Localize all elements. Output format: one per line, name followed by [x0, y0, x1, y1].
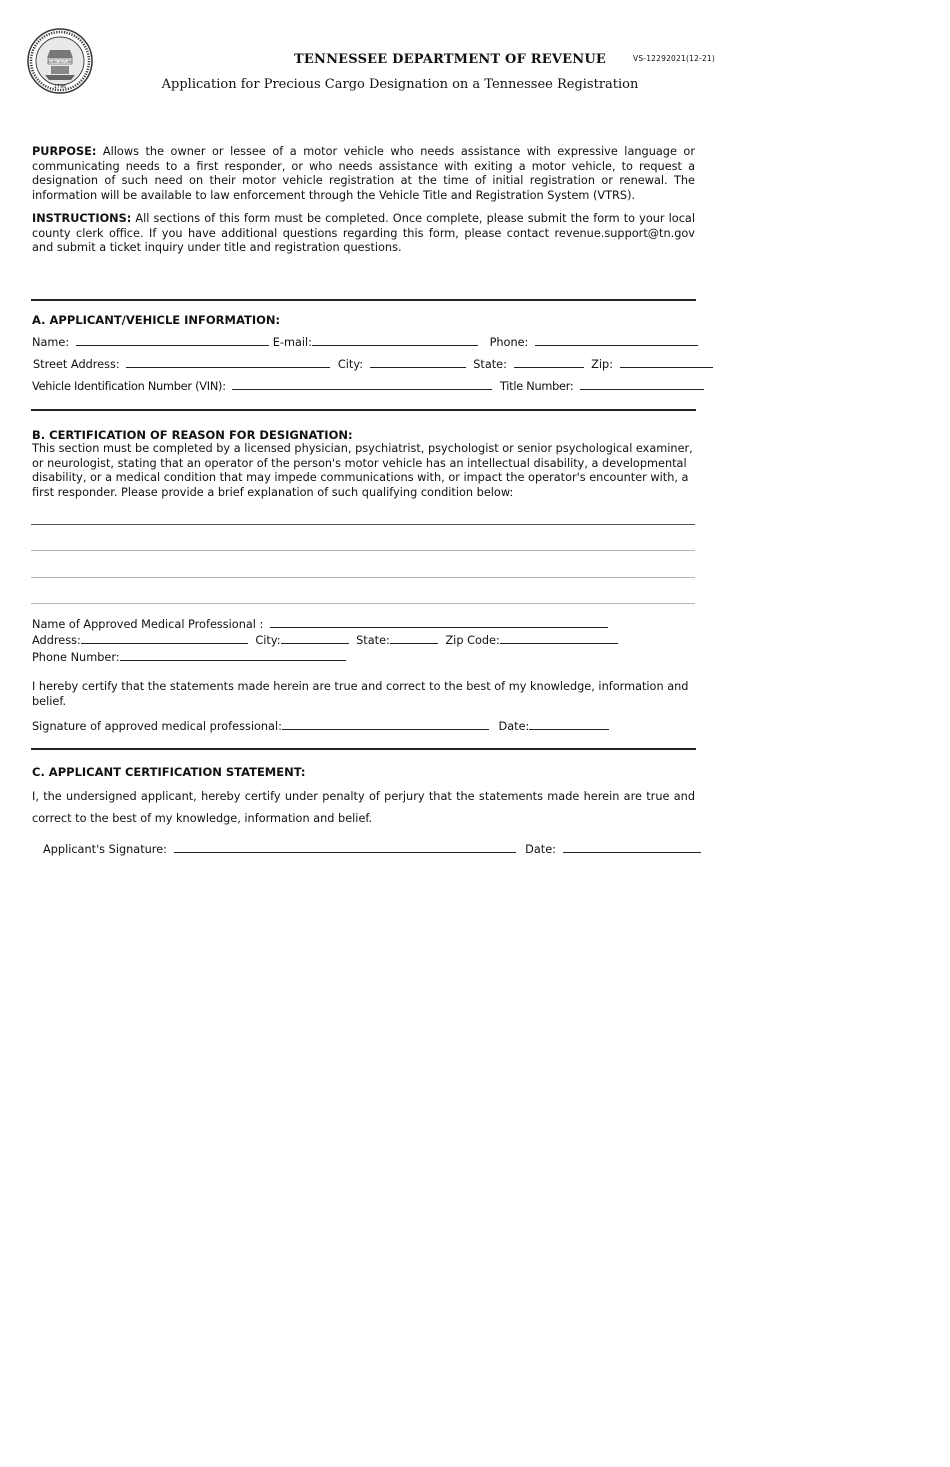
email-field[interactable] — [312, 334, 478, 346]
medical-phone-field[interactable] — [120, 649, 346, 661]
zip-label: Zip: — [591, 358, 613, 371]
medical-signature-label: Signature of approved medical professional: — [32, 720, 282, 733]
phone-label: Phone: — [489, 336, 529, 349]
vin-label: Vehicle Identification Number (VIN): — [32, 380, 226, 393]
medical-city-field[interactable] — [281, 632, 349, 644]
medical-professional-field[interactable] — [270, 616, 608, 628]
purpose-paragraph — [32, 145, 695, 203]
street-address-field[interactable] — [126, 356, 330, 368]
instructions-label: INSTRUCTIONS: — [32, 212, 132, 225]
form-title: Application for Precious Cargo Designation on a Tennessee Registration — [161, 77, 639, 92]
medical-professional-label: Name of Approved Medical Professional : — [32, 618, 264, 631]
explanation-line-1[interactable] — [31, 524, 695, 525]
applicant-signature-field[interactable] — [174, 841, 516, 853]
name-label: Name: — [32, 336, 70, 349]
section-c-top-rule — [31, 748, 696, 750]
medical-address-label: Address: — [32, 634, 81, 647]
section-b-description: This section must be completed by a licensed physician, psychiatrist, psychologist or senior psychological examiner, or neurologist, stating that an operator of the person's motor vehicle has an intellectual disability, a developmental disability, or a medical condition that may impede communications with, or impact the operator's encounter with, a first responder. Please provide a brief explanation of such qualifying condition below: — [32, 442, 693, 499]
section-c-statement: I, the undersigned applicant, hereby certify under penalty of perjury that the statements made herein are true and correct to the best of my knowledge, information and belief. — [32, 790, 695, 825]
explanation-line-4[interactable] — [31, 603, 695, 604]
purpose-text: Allows the owner or lessee of a motor vehicle who needs assistance with expressive language or communicating needs to a first responder, or who needs assistance with exiting a motor vehicle, to request a designation of such need on their motor vehicle registration at the time of initial registration or renewal. The information will be available to law enforcement through the Vehicle Title and Registration System (VTRS). — [32, 145, 695, 202]
seal-year-text: 1796 — [53, 84, 67, 90]
medical-date-label: Date: — [498, 720, 530, 733]
medical-city-label: City: — [255, 634, 281, 647]
phone-field[interactable] — [535, 334, 698, 346]
applicant-date-field[interactable] — [563, 841, 701, 853]
explanation-line-3[interactable] — [31, 577, 695, 578]
zip-field[interactable] — [620, 356, 713, 368]
state-label: State: — [473, 358, 507, 371]
city-label: City: — [337, 358, 364, 371]
seal-agriculture-text: AGRICULTURE — [47, 60, 73, 64]
applicant-signature-label: Applicant's Signature: — [43, 843, 167, 856]
applicant-row-1 — [32, 334, 702, 350]
applicant-row-2 — [33, 356, 717, 372]
instructions-text: All sections of this form must be completed. Once complete, please submit the form to your local county clerk office. If you have additional questions regarding this form, please contact revenue.support@tn.gov and submit a ticket inquiry under title and registration questions. — [32, 212, 695, 255]
applicant-signature-row — [43, 841, 705, 857]
medical-professional-row — [32, 616, 612, 632]
section-c-heading: C. APPLICANT CERTIFICATION STATEMENT: — [32, 765, 306, 779]
medical-address-row — [32, 632, 622, 648]
explanation-line-2[interactable] — [31, 550, 695, 551]
medical-state-field[interactable] — [390, 632, 438, 644]
department-title: TENNESSEE DEPARTMENT OF REVENUE — [294, 52, 606, 67]
medical-state-label: State: — [356, 634, 390, 647]
name-field[interactable] — [76, 334, 269, 346]
state-field[interactable] — [514, 356, 584, 368]
medical-phone-label: Phone Number: — [32, 651, 120, 664]
medical-phone-row — [32, 649, 350, 665]
section-b-heading: B. CERTIFICATION OF REASON FOR DESIGNATION: — [32, 428, 353, 442]
form-number: VS-12292021(12-21) — [633, 54, 716, 63]
street-address-label: Street Address: — [33, 358, 120, 371]
medical-date-field[interactable] — [529, 718, 609, 730]
applicant-row-3 — [32, 378, 708, 394]
medical-certify-text: I hereby certify that the statements made herein are true and correct to the best of my knowledge, information and belief. — [32, 680, 689, 708]
section-b-top-rule — [31, 409, 696, 411]
medical-signature-field[interactable] — [282, 718, 489, 730]
instructions-paragraph — [32, 212, 695, 256]
medical-address-field[interactable] — [81, 632, 248, 644]
medical-zip-field[interactable] — [500, 632, 618, 644]
email-label: E-mail: — [272, 336, 312, 349]
vin-field[interactable] — [232, 378, 492, 390]
tennessee-state-seal — [27, 28, 93, 94]
medical-zip-label: Zip Code: — [445, 634, 500, 647]
purpose-label: PURPOSE: — [32, 145, 97, 158]
medical-signature-row — [32, 718, 613, 734]
title-number-label: Title Number: — [499, 380, 574, 393]
title-number-field[interactable] — [580, 378, 704, 390]
section-a-heading: A. APPLICANT/VEHICLE INFORMATION: — [32, 313, 281, 327]
section-a-top-rule — [31, 299, 696, 301]
city-field[interactable] — [370, 356, 466, 368]
applicant-date-label: Date: — [525, 843, 556, 856]
